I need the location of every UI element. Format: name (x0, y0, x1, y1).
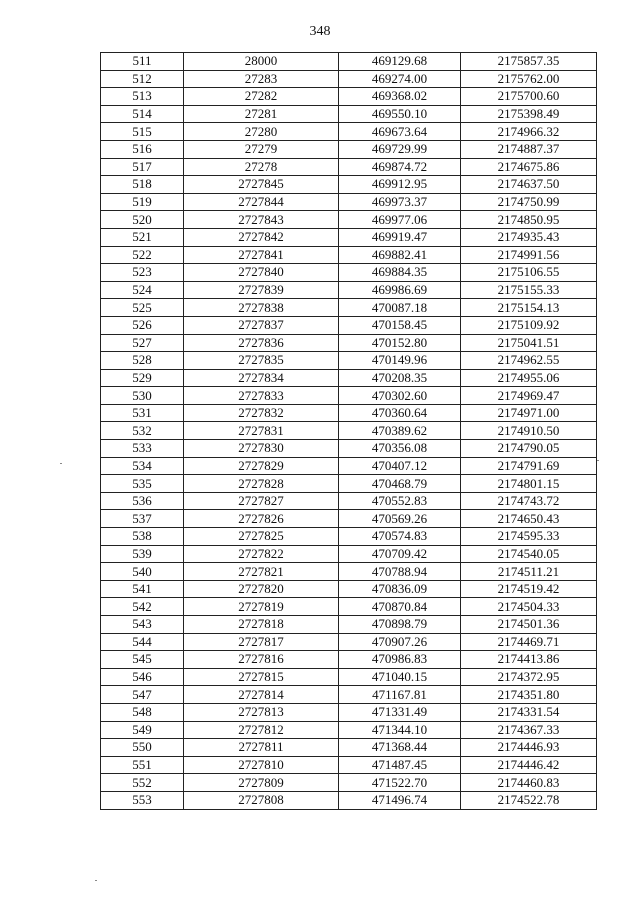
point-id-cell: 2727839 (184, 281, 339, 299)
x-coordinate-cell: 469882.41 (339, 246, 461, 264)
x-coordinate-cell: 471487.45 (339, 756, 461, 774)
point-id-cell: 2727813 (184, 703, 339, 721)
point-id-cell: 2727808 (184, 791, 339, 809)
point-number-cell: 552 (101, 774, 184, 792)
y-coordinate-cell: 2175857.35 (461, 53, 597, 71)
scan-speck (60, 463, 62, 464)
x-coordinate-cell: 470907.26 (339, 633, 461, 651)
table-row (101, 510, 597, 528)
point-number-cell: 519 (101, 193, 184, 211)
table-row (101, 105, 597, 123)
point-id-cell: 27278 (184, 158, 339, 176)
table-row (101, 563, 597, 581)
table-row (101, 70, 597, 88)
y-coordinate-cell: 2174887.37 (461, 140, 597, 158)
y-coordinate-cell: 2175762.00 (461, 70, 597, 88)
table-row (101, 616, 597, 634)
point-number-cell: 546 (101, 668, 184, 686)
point-number-cell: 542 (101, 598, 184, 616)
point-number-cell: 527 (101, 334, 184, 352)
table-row (101, 369, 597, 387)
point-id-cell: 2727822 (184, 545, 339, 563)
x-coordinate-cell: 469274.00 (339, 70, 461, 88)
table-row (101, 228, 597, 246)
y-coordinate-cell: 2175109.92 (461, 316, 597, 334)
table-row (101, 440, 597, 458)
x-coordinate-cell: 470709.42 (339, 545, 461, 563)
point-number-cell: 512 (101, 70, 184, 88)
y-coordinate-cell: 2174540.05 (461, 545, 597, 563)
y-coordinate-cell: 2174790.05 (461, 440, 597, 458)
table-row (101, 598, 597, 616)
point-number-cell: 526 (101, 316, 184, 334)
point-id-cell: 2727831 (184, 422, 339, 440)
point-id-cell: 2727819 (184, 598, 339, 616)
table-row (101, 316, 597, 334)
table-row (101, 475, 597, 493)
point-number-cell: 544 (101, 633, 184, 651)
point-id-cell: 2727844 (184, 193, 339, 211)
y-coordinate-cell: 2174791.69 (461, 457, 597, 475)
y-coordinate-cell: 2174522.78 (461, 791, 597, 809)
x-coordinate-cell: 471331.49 (339, 703, 461, 721)
point-number-cell: 537 (101, 510, 184, 528)
x-coordinate-cell: 470158.45 (339, 316, 461, 334)
x-coordinate-cell: 470552.83 (339, 492, 461, 510)
y-coordinate-cell: 2175398.49 (461, 105, 597, 123)
y-coordinate-cell: 2174801.15 (461, 475, 597, 493)
x-coordinate-cell: 470389.62 (339, 422, 461, 440)
x-coordinate-cell: 469874.72 (339, 158, 461, 176)
point-number-cell: 518 (101, 176, 184, 194)
point-number-cell: 539 (101, 545, 184, 563)
point-id-cell: 2727843 (184, 211, 339, 229)
x-coordinate-cell: 470788.94 (339, 563, 461, 581)
point-id-cell: 2727812 (184, 721, 339, 739)
point-id-cell: 2727835 (184, 352, 339, 370)
x-coordinate-cell: 469673.64 (339, 123, 461, 141)
point-id-cell: 2727820 (184, 580, 339, 598)
point-number-cell: 551 (101, 756, 184, 774)
x-coordinate-cell: 470870.84 (339, 598, 461, 616)
point-id-cell: 27279 (184, 140, 339, 158)
y-coordinate-cell: 2175155.33 (461, 281, 597, 299)
table-body (101, 53, 597, 810)
x-coordinate-cell: 470208.35 (339, 369, 461, 387)
x-coordinate-cell: 469368.02 (339, 88, 461, 106)
x-coordinate-cell: 469550.10 (339, 105, 461, 123)
x-coordinate-cell: 470302.60 (339, 387, 461, 405)
point-number-cell: 517 (101, 158, 184, 176)
point-id-cell: 2727838 (184, 299, 339, 317)
point-id-cell: 2727833 (184, 387, 339, 405)
y-coordinate-cell: 2174743.72 (461, 492, 597, 510)
point-id-cell: 2727810 (184, 756, 339, 774)
point-id-cell: 2727834 (184, 369, 339, 387)
y-coordinate-cell: 2175041.51 (461, 334, 597, 352)
y-coordinate-cell: 2174331.54 (461, 703, 597, 721)
point-id-cell: 2727816 (184, 651, 339, 669)
table-row (101, 211, 597, 229)
point-id-cell: 2727815 (184, 668, 339, 686)
point-id-cell: 2727837 (184, 316, 339, 334)
point-number-cell: 513 (101, 88, 184, 106)
point-id-cell: 2727814 (184, 686, 339, 704)
y-coordinate-cell: 2174971.00 (461, 404, 597, 422)
point-number-cell: 540 (101, 563, 184, 581)
table-row (101, 404, 597, 422)
table-row (101, 457, 597, 475)
point-number-cell: 511 (101, 53, 184, 71)
x-coordinate-cell: 470836.09 (339, 580, 461, 598)
point-number-cell: 530 (101, 387, 184, 405)
point-number-cell: 524 (101, 281, 184, 299)
x-coordinate-cell: 470149.96 (339, 352, 461, 370)
y-coordinate-cell: 2174446.42 (461, 756, 597, 774)
x-coordinate-cell: 469912.95 (339, 176, 461, 194)
y-coordinate-cell: 2174750.99 (461, 193, 597, 211)
table-row (101, 387, 597, 405)
table-row (101, 422, 597, 440)
point-number-cell: 525 (101, 299, 184, 317)
x-coordinate-cell: 470986.83 (339, 651, 461, 669)
x-coordinate-cell: 471496.74 (339, 791, 461, 809)
x-coordinate-cell: 470407.12 (339, 457, 461, 475)
table-row (101, 352, 597, 370)
table-row (101, 281, 597, 299)
point-number-cell: 553 (101, 791, 184, 809)
x-coordinate-cell: 471368.44 (339, 739, 461, 757)
y-coordinate-cell: 2174935.43 (461, 228, 597, 246)
y-coordinate-cell: 2174969.47 (461, 387, 597, 405)
point-number-cell: 531 (101, 404, 184, 422)
point-number-cell: 522 (101, 246, 184, 264)
table-row (101, 158, 597, 176)
table-row (101, 193, 597, 211)
y-coordinate-cell: 2174910.50 (461, 422, 597, 440)
table-row (101, 739, 597, 757)
table-row (101, 299, 597, 317)
x-coordinate-cell: 470152.80 (339, 334, 461, 352)
table-row (101, 721, 597, 739)
x-coordinate-cell: 471522.70 (339, 774, 461, 792)
table-row (101, 246, 597, 264)
point-id-cell: 2727821 (184, 563, 339, 581)
table-row (101, 53, 597, 71)
x-coordinate-cell: 469129.68 (339, 53, 461, 71)
point-id-cell: 2727818 (184, 616, 339, 634)
point-number-cell: 529 (101, 369, 184, 387)
point-id-cell: 27283 (184, 70, 339, 88)
y-coordinate-cell: 2174850.95 (461, 211, 597, 229)
y-coordinate-cell: 2174413.86 (461, 651, 597, 669)
table-row (101, 88, 597, 106)
page-number: 348 (309, 24, 331, 39)
point-id-cell: 2727832 (184, 404, 339, 422)
point-number-cell: 545 (101, 651, 184, 669)
point-id-cell: 2727845 (184, 176, 339, 194)
point-id-cell: 2727811 (184, 739, 339, 757)
coordinates-table (100, 52, 597, 810)
table-row (101, 668, 597, 686)
y-coordinate-cell: 2174966.32 (461, 123, 597, 141)
point-id-cell: 2727840 (184, 264, 339, 282)
point-number-cell: 547 (101, 686, 184, 704)
y-coordinate-cell: 2174511.21 (461, 563, 597, 581)
x-coordinate-cell: 470898.79 (339, 616, 461, 634)
x-coordinate-cell: 471344.10 (339, 721, 461, 739)
x-coordinate-cell: 469884.35 (339, 264, 461, 282)
y-coordinate-cell: 2175154.13 (461, 299, 597, 317)
point-number-cell: 549 (101, 721, 184, 739)
point-id-cell: 2727825 (184, 528, 339, 546)
table-row (101, 492, 597, 510)
x-coordinate-cell: 470574.83 (339, 528, 461, 546)
x-coordinate-cell: 470468.79 (339, 475, 461, 493)
table-row (101, 756, 597, 774)
point-id-cell: 2727841 (184, 246, 339, 264)
y-coordinate-cell: 2175106.55 (461, 264, 597, 282)
scan-speck (597, 460, 599, 461)
x-coordinate-cell: 469919.47 (339, 228, 461, 246)
x-coordinate-cell: 469973.37 (339, 193, 461, 211)
point-id-cell: 28000 (184, 53, 339, 71)
y-coordinate-cell: 2174446.93 (461, 739, 597, 757)
point-number-cell: 528 (101, 352, 184, 370)
x-coordinate-cell: 470569.26 (339, 510, 461, 528)
table-row (101, 633, 597, 651)
y-coordinate-cell: 2174504.33 (461, 598, 597, 616)
x-coordinate-cell: 471040.15 (339, 668, 461, 686)
point-id-cell: 27282 (184, 88, 339, 106)
table-row (101, 140, 597, 158)
y-coordinate-cell: 2174675.86 (461, 158, 597, 176)
point-id-cell: 2727842 (184, 228, 339, 246)
point-number-cell: 543 (101, 616, 184, 634)
table-row (101, 686, 597, 704)
y-coordinate-cell: 2174367.33 (461, 721, 597, 739)
point-id-cell: 2727809 (184, 774, 339, 792)
table-row (101, 528, 597, 546)
table-row (101, 123, 597, 141)
y-coordinate-cell: 2174595.33 (461, 528, 597, 546)
scan-speck (95, 880, 97, 881)
x-coordinate-cell: 471167.81 (339, 686, 461, 704)
y-coordinate-cell: 2174955.06 (461, 369, 597, 387)
y-coordinate-cell: 2174962.55 (461, 352, 597, 370)
point-number-cell: 514 (101, 105, 184, 123)
table-row (101, 264, 597, 282)
point-number-cell: 516 (101, 140, 184, 158)
point-id-cell: 2727827 (184, 492, 339, 510)
x-coordinate-cell: 469729.99 (339, 140, 461, 158)
table-row (101, 703, 597, 721)
x-coordinate-cell: 469977.06 (339, 211, 461, 229)
point-id-cell: 2727830 (184, 440, 339, 458)
point-number-cell: 541 (101, 580, 184, 598)
y-coordinate-cell: 2174991.56 (461, 246, 597, 264)
y-coordinate-cell: 2174519.42 (461, 580, 597, 598)
point-number-cell: 520 (101, 211, 184, 229)
x-coordinate-cell: 469986.69 (339, 281, 461, 299)
point-number-cell: 534 (101, 457, 184, 475)
point-number-cell: 523 (101, 264, 184, 282)
y-coordinate-cell: 2174460.83 (461, 774, 597, 792)
point-id-cell: 2727829 (184, 457, 339, 475)
table-row (101, 334, 597, 352)
point-id-cell: 2727828 (184, 475, 339, 493)
point-id-cell: 2727826 (184, 510, 339, 528)
point-number-cell: 533 (101, 440, 184, 458)
point-id-cell: 27281 (184, 105, 339, 123)
point-number-cell: 521 (101, 228, 184, 246)
point-number-cell: 548 (101, 703, 184, 721)
table-row (101, 791, 597, 809)
y-coordinate-cell: 2175700.60 (461, 88, 597, 106)
point-id-cell: 2727817 (184, 633, 339, 651)
y-coordinate-cell: 2174469.71 (461, 633, 597, 651)
table-row (101, 774, 597, 792)
table-row (101, 651, 597, 669)
x-coordinate-cell: 470356.08 (339, 440, 461, 458)
y-coordinate-cell: 2174501.36 (461, 616, 597, 634)
point-number-cell: 515 (101, 123, 184, 141)
point-number-cell: 550 (101, 739, 184, 757)
point-number-cell: 532 (101, 422, 184, 440)
table-row (101, 176, 597, 194)
y-coordinate-cell: 2174650.43 (461, 510, 597, 528)
point-id-cell: 27280 (184, 123, 339, 141)
table-row (101, 580, 597, 598)
point-id-cell: 2727836 (184, 334, 339, 352)
y-coordinate-cell: 2174372.95 (461, 668, 597, 686)
point-number-cell: 538 (101, 528, 184, 546)
y-coordinate-cell: 2174637.50 (461, 176, 597, 194)
x-coordinate-cell: 470360.64 (339, 404, 461, 422)
table-row (101, 545, 597, 563)
y-coordinate-cell: 2174351.80 (461, 686, 597, 704)
point-number-cell: 536 (101, 492, 184, 510)
x-coordinate-cell: 470087.18 (339, 299, 461, 317)
point-number-cell: 535 (101, 475, 184, 493)
